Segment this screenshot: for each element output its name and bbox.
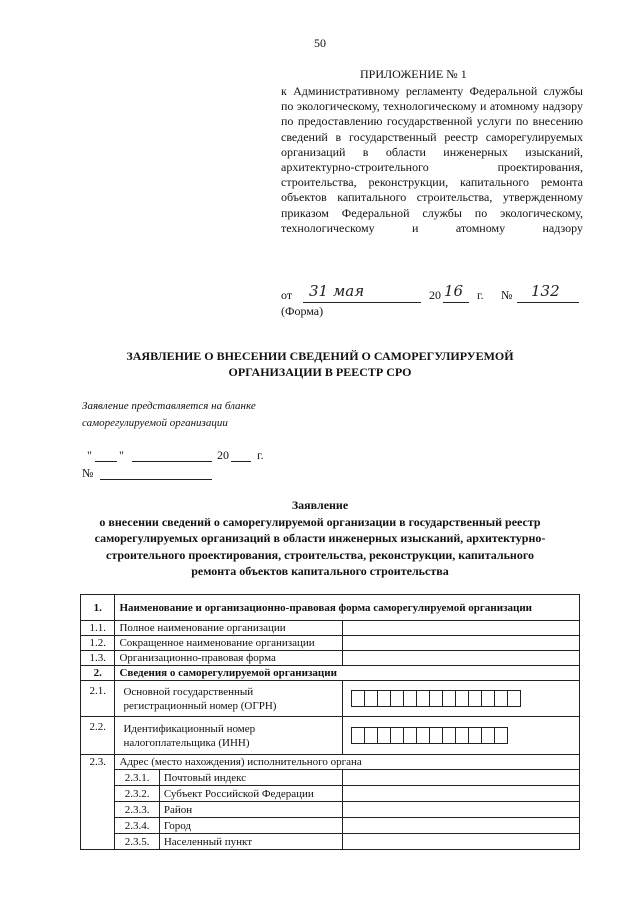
digit-box[interactable]	[404, 727, 417, 744]
digit-box[interactable]	[365, 690, 378, 707]
appendix-text: к Административному регламенту Федеральной службы по экологическому, технологическому и атомному надзору по предоставлению государственной услуги по внесению сведений в государственный реестр саморегулируемых организаций в области инженерных изысканий, архитектурно-строительного проектирования, строительства, реконструкции, капитального ремонта объектов капитального строительства, утвержденному приказом Федеральной службы по экологическому, технологическому и атомному надзору	[281, 84, 583, 235]
number-label: №	[501, 288, 513, 302]
field-label: Населенный пункт	[159, 834, 342, 850]
digit-box[interactable]	[391, 727, 404, 744]
legal-form-input[interactable]	[343, 651, 580, 666]
label-line: регистрационный номер (ОГРН)	[123, 699, 277, 712]
table-row	[81, 818, 580, 834]
postal-code-input[interactable]	[343, 770, 580, 786]
row-number: 2.1.	[81, 681, 115, 717]
row-number: 1.2.	[81, 636, 115, 651]
field-label: Город	[159, 818, 342, 834]
note-line: Заявление представляется на бланке	[82, 400, 256, 412]
digit-box[interactable]	[391, 690, 404, 707]
field-label: Сокращенное наименование организации	[115, 636, 343, 651]
district-input[interactable]	[343, 802, 580, 818]
application-number-field[interactable]	[82, 466, 282, 486]
date-underline	[303, 302, 421, 303]
digit-box[interactable]	[351, 727, 365, 744]
statement-line: саморегулируемых организаций в области инженерных изысканий, архитектурно-	[94, 531, 546, 545]
table-row	[81, 786, 580, 802]
label-line: Основной государственный	[123, 685, 254, 698]
table-row	[81, 651, 580, 666]
field-label: Полное наименование организации	[115, 621, 343, 636]
application-date-field[interactable]	[82, 448, 382, 468]
locality-input[interactable]	[343, 834, 580, 850]
note-line: саморегулируемой организации	[82, 417, 228, 429]
table-row	[81, 681, 580, 717]
handwritten-year: 16	[444, 282, 464, 300]
row-number: 1.3.	[81, 651, 115, 666]
full-name-input[interactable]	[343, 621, 580, 636]
digit-box[interactable]	[443, 690, 456, 707]
month-blank[interactable]	[132, 461, 212, 462]
year-underline	[443, 302, 469, 303]
row-number: 2.	[81, 666, 115, 681]
statement-line: строительного проектирования, строительства, реконструкции, капитального	[106, 547, 534, 562]
digit-box[interactable]	[351, 690, 365, 707]
year-prefix: 20	[217, 448, 229, 462]
handwritten-date: 31 мая	[309, 282, 365, 300]
ogrn-input[interactable]	[343, 681, 580, 717]
table-row	[81, 770, 580, 786]
field-label: Адрес (место нахождения) исполнительного органа	[115, 755, 580, 770]
digit-box[interactable]	[508, 690, 521, 707]
table-row	[81, 595, 580, 621]
number-label: №	[82, 466, 94, 480]
digit-box[interactable]	[482, 727, 495, 744]
digit-box[interactable]	[469, 727, 482, 744]
digit-box[interactable]	[469, 690, 482, 707]
form-label: (Форма)	[281, 304, 324, 318]
field-label: Район	[159, 802, 342, 818]
appendix-title: ПРИЛОЖЕНИЕ № 1	[360, 67, 467, 81]
sub-row-number: 2.3.2.	[115, 786, 159, 802]
main-title-line: ОРГАНИЗАЦИИ В РЕЕСТР СРО	[228, 365, 412, 379]
sub-row-number: 2.3.1.	[115, 770, 159, 786]
statement-title	[0, 497, 640, 580]
digit-box[interactable]	[456, 690, 469, 707]
digit-box[interactable]	[443, 727, 456, 744]
table-row	[81, 621, 580, 636]
year-prefix: 20	[429, 288, 441, 302]
form-table	[80, 594, 580, 850]
main-title	[0, 348, 640, 380]
table-row	[81, 802, 580, 818]
digit-box[interactable]	[482, 690, 495, 707]
page-number: 50	[314, 36, 326, 50]
digit-box[interactable]	[378, 727, 391, 744]
quote-close: "	[119, 448, 124, 462]
digit-box[interactable]	[417, 690, 430, 707]
statement-line: Заявление	[291, 498, 349, 512]
field-label	[115, 681, 343, 717]
statement-line: о внесении сведений о саморегулируемой организации в государственный реестр	[99, 514, 541, 529]
digit-box[interactable]	[417, 727, 430, 744]
digit-box[interactable]	[456, 727, 469, 744]
label-line: Идентификационный номер	[123, 722, 256, 735]
quote-open: "	[87, 448, 92, 462]
row-number: 2.3.	[81, 755, 115, 850]
digit-box[interactable]	[378, 690, 391, 707]
sub-row-number: 2.3.4.	[115, 818, 159, 834]
blank-note	[82, 398, 322, 432]
digit-box[interactable]	[430, 727, 443, 744]
row-number: 1.1.	[81, 621, 115, 636]
number-underline	[517, 302, 579, 303]
ogrn-boxes[interactable]	[351, 690, 521, 707]
sub-row-number: 2.3.5.	[115, 834, 159, 850]
field-label	[115, 717, 343, 755]
number-blank[interactable]	[100, 479, 212, 480]
table-row	[81, 717, 580, 755]
row-number: 1.	[81, 595, 115, 621]
label-line: налогоплательщика (ИНН)	[123, 736, 250, 749]
year-suffix: г.	[257, 448, 264, 462]
digit-box[interactable]	[495, 690, 508, 707]
table-row	[81, 666, 580, 681]
city-input[interactable]	[343, 818, 580, 834]
field-label: Субъект Российской Федерации	[159, 786, 342, 802]
short-name-input[interactable]	[343, 636, 580, 651]
table-row	[81, 834, 580, 850]
inn-boxes[interactable]	[351, 727, 508, 744]
digit-box[interactable]	[404, 690, 417, 707]
from-label: от	[281, 288, 293, 302]
main-title-line: ЗАЯВЛЕНИЕ О ВНЕСЕНИИ СВЕДЕНИЙ О САМОРЕГУЛИРУЕМОЙ	[126, 349, 514, 363]
day-blank[interactable]	[95, 461, 117, 462]
digit-box[interactable]	[365, 727, 378, 744]
section-heading: Наименование и организационно-правовая форма саморегулируемой организации	[115, 595, 580, 621]
year-suffix: г.	[477, 288, 484, 302]
digit-box[interactable]	[430, 690, 443, 707]
region-input[interactable]	[343, 786, 580, 802]
inn-input[interactable]	[343, 717, 580, 755]
digit-box[interactable]	[495, 727, 508, 744]
handwritten-number: 132	[531, 282, 560, 300]
statement-line: ремонта объектов капитального строительства	[191, 564, 449, 578]
row-number: 2.2.	[81, 717, 115, 755]
table-row	[81, 636, 580, 651]
table-row	[81, 755, 580, 770]
field-label: Организационно-правовая форма	[115, 651, 343, 666]
field-label: Почтовый индекс	[159, 770, 342, 786]
sub-row-number: 2.3.3.	[115, 802, 159, 818]
section-heading: Сведения о саморегулируемой организации	[115, 666, 580, 681]
year-blank[interactable]	[231, 461, 251, 462]
order-date-line	[281, 282, 591, 308]
